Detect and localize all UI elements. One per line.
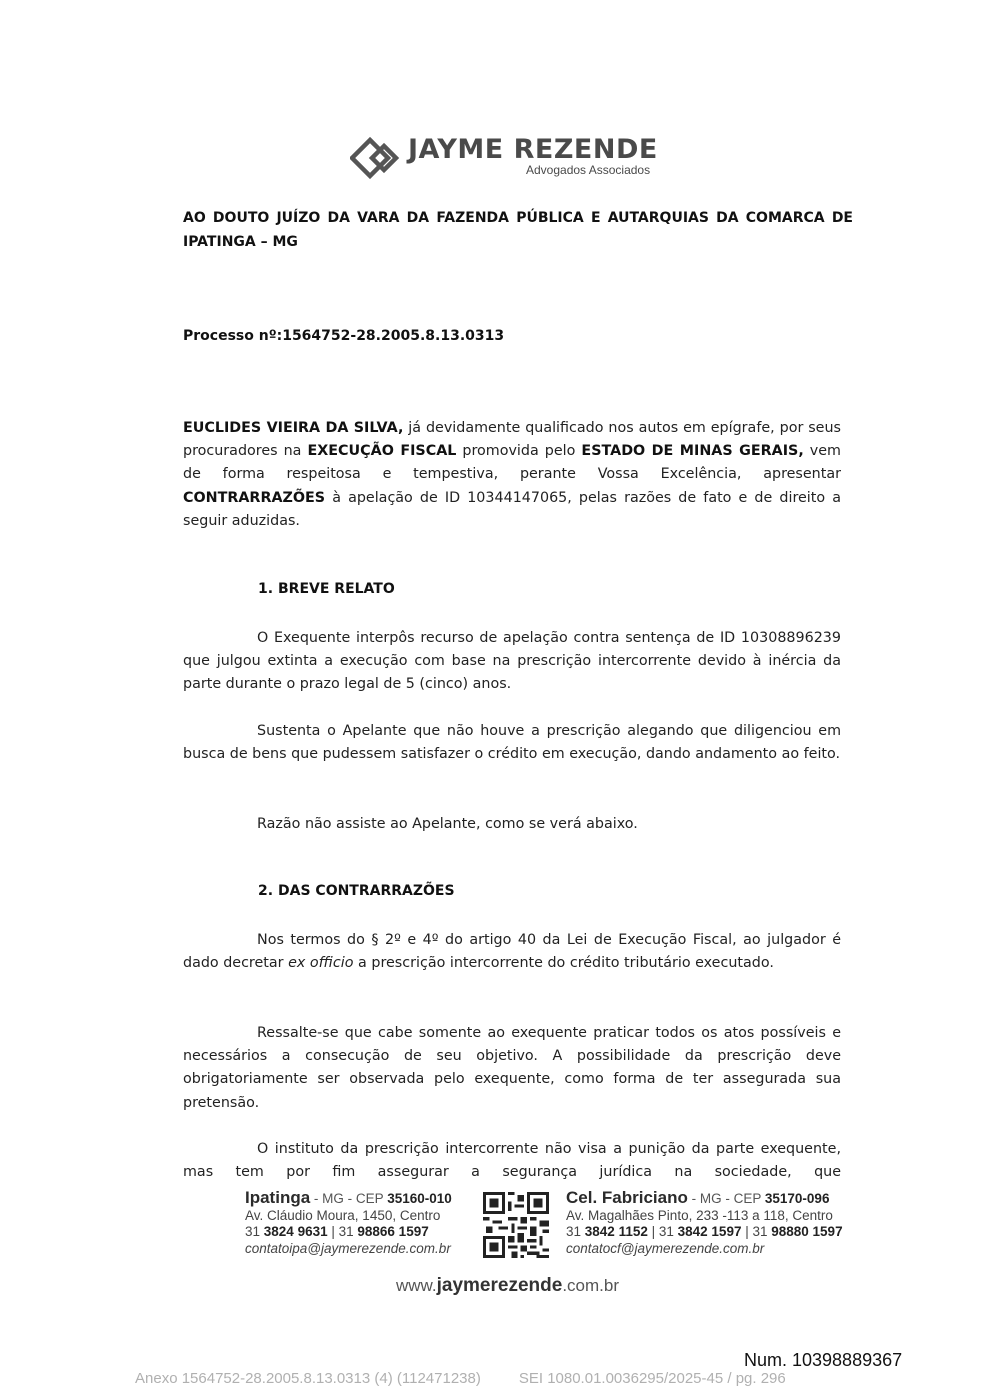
office-mobile: 98866 1597 (357, 1224, 429, 1239)
office-cep: 35160-010 (387, 1191, 452, 1206)
footer-office-fabriciano: Cel. Fabriciano - MG - CEP 35170-096 Av. Magalhães Pinto, 233 -113 a 118, Centro 31 3842 1152 | 31 3842 1597 | 31 98880 1597 contatocf@jaymerezende.com.br (566, 1188, 843, 1256)
section-2-paragraph-3: O instituto da prescrição intercorrente não visa a punição da parte exequente, mas tem por fim assegurar a segurança jurídica na sociedade, que (183, 1141, 841, 1181)
intro-paragraph: EUCLIDES VIEIRA DA SILVA, já devidamente qualificado nos autos em epígrafe, por seus procuradores na EXECUÇÃO FISCAL promovida pelo ESTADO DE MINAS GERAIS, vem de forma respeitosa e tempestiva, perante Vossa Excelência, apresentar CONTRARRAZÕES à apelação de ID 10344147065, pelas razões de fato e de direito a seguir aduzidas. (183, 420, 841, 529)
annex-reference: Anexo 1564752-28.2005.8.13.0313 (4) (112471238) (135, 1370, 481, 1387)
section-1-title: BREVE RELATO (278, 581, 395, 597)
latin-term: ex officio (288, 955, 354, 972)
party-name: EUCLIDES VIEIRA DA SILVA, (183, 420, 404, 436)
firm-name: JAYME REZENDE (408, 134, 658, 165)
document-number: Num. 10398889367 (744, 1350, 903, 1370)
firm-subtitle: Advogados Associados (526, 163, 651, 177)
office-address: Av. Cláudio Moura, 1450, Centro (245, 1207, 441, 1223)
action-type: EXECUÇÃO FISCAL (307, 443, 457, 460)
diamond-logo-icon (350, 134, 406, 180)
office-cep: 35170-096 (764, 1191, 830, 1206)
website-link[interactable]: www.jaymerezende.com.br (396, 1275, 619, 1296)
office-phone: 3842 1152 (584, 1224, 648, 1239)
annex-stamp (135, 1370, 786, 1387)
section-2-paragraph-2: Ressalte-se que cabe somente ao exequente praticar todos os atos possíveis e necessários a consecução de seu objetivo. A possibilidade da prescrição deve obrigatoriamente ser observada pelo exequente, como forma de ter assegurada sua pretensão. (183, 1025, 841, 1111)
office-city: Cel. Fabriciano (566, 1188, 688, 1207)
court-address-heading: AO DOUTO JUÍZO DA VARA DA FAZENDA PÚBLICA E AUTARQUIAS DA COMARCA DE IPATINGA – MG (183, 210, 853, 250)
footer-office-ipatinga: Ipatinga - MG - CEP 35160-010 Av. Cláudio Moura, 1450, Centro 31 3824 9631 | 31 98866 1597 contatoipa@jaymerezende.com.br (245, 1188, 452, 1256)
section-2-heading: 2. DAS CONTRARRAZÕES (258, 883, 455, 899)
process-number: Processo nº:1564752-28.2005.8.13.0313 (183, 328, 505, 344)
section-2-title: DAS CONTRARRAZÕES (278, 883, 455, 899)
section-1-paragraph-1: O Exequente interpôs recurso de apelação contra sentença de ID 10308896239 que julgou extinta a execução com base na prescrição intercorrente devido à inércia da parte durante o prazo legal de 5 (cinco) anos. (183, 630, 841, 693)
opposing-party: ESTADO DE MINAS GERAIS, (581, 443, 804, 460)
section-1-paragraph-3: Razão não assiste ao Apelante, como se verá abaixo. (257, 816, 638, 832)
section-2-paragraph-1: Nos termos do § 2º e 4º do artigo 40 da Lei de Execução Fiscal, ao julgador é dado decretar ex officio a prescrição intercorrente do crédito tributário executado. (183, 932, 841, 972)
sei-reference: SEI 1080.01.0036295/2025-45 / pg. 296 (518, 1370, 786, 1387)
office-address: Av. Magalhães Pinto, 233 -113 a 118, Centro (566, 1207, 833, 1223)
office-phone: 3824 9631 (263, 1224, 328, 1239)
office-email[interactable]: contatocf@jaymerezende.com.br (566, 1240, 765, 1256)
office-mobile: 98880 1597 (771, 1224, 843, 1239)
office-phone-2: 3842 1597 (677, 1224, 742, 1239)
document-type: CONTRARRAZÕES (183, 489, 326, 506)
firm-logo (350, 134, 680, 180)
section-1-paragraph-2: Sustenta o Apelante que não houve a prescrição alegando que diligenciou em busca de bens que pudessem satisfazer o crédito em execução, dando andamento ao feito. (183, 723, 841, 763)
section-1-heading: 1. BREVE RELATO (258, 581, 395, 597)
qr-code-icon (483, 1192, 549, 1258)
office-city: Ipatinga (245, 1188, 311, 1207)
office-email[interactable]: contatoipa@jaymerezende.com.br (245, 1240, 451, 1256)
